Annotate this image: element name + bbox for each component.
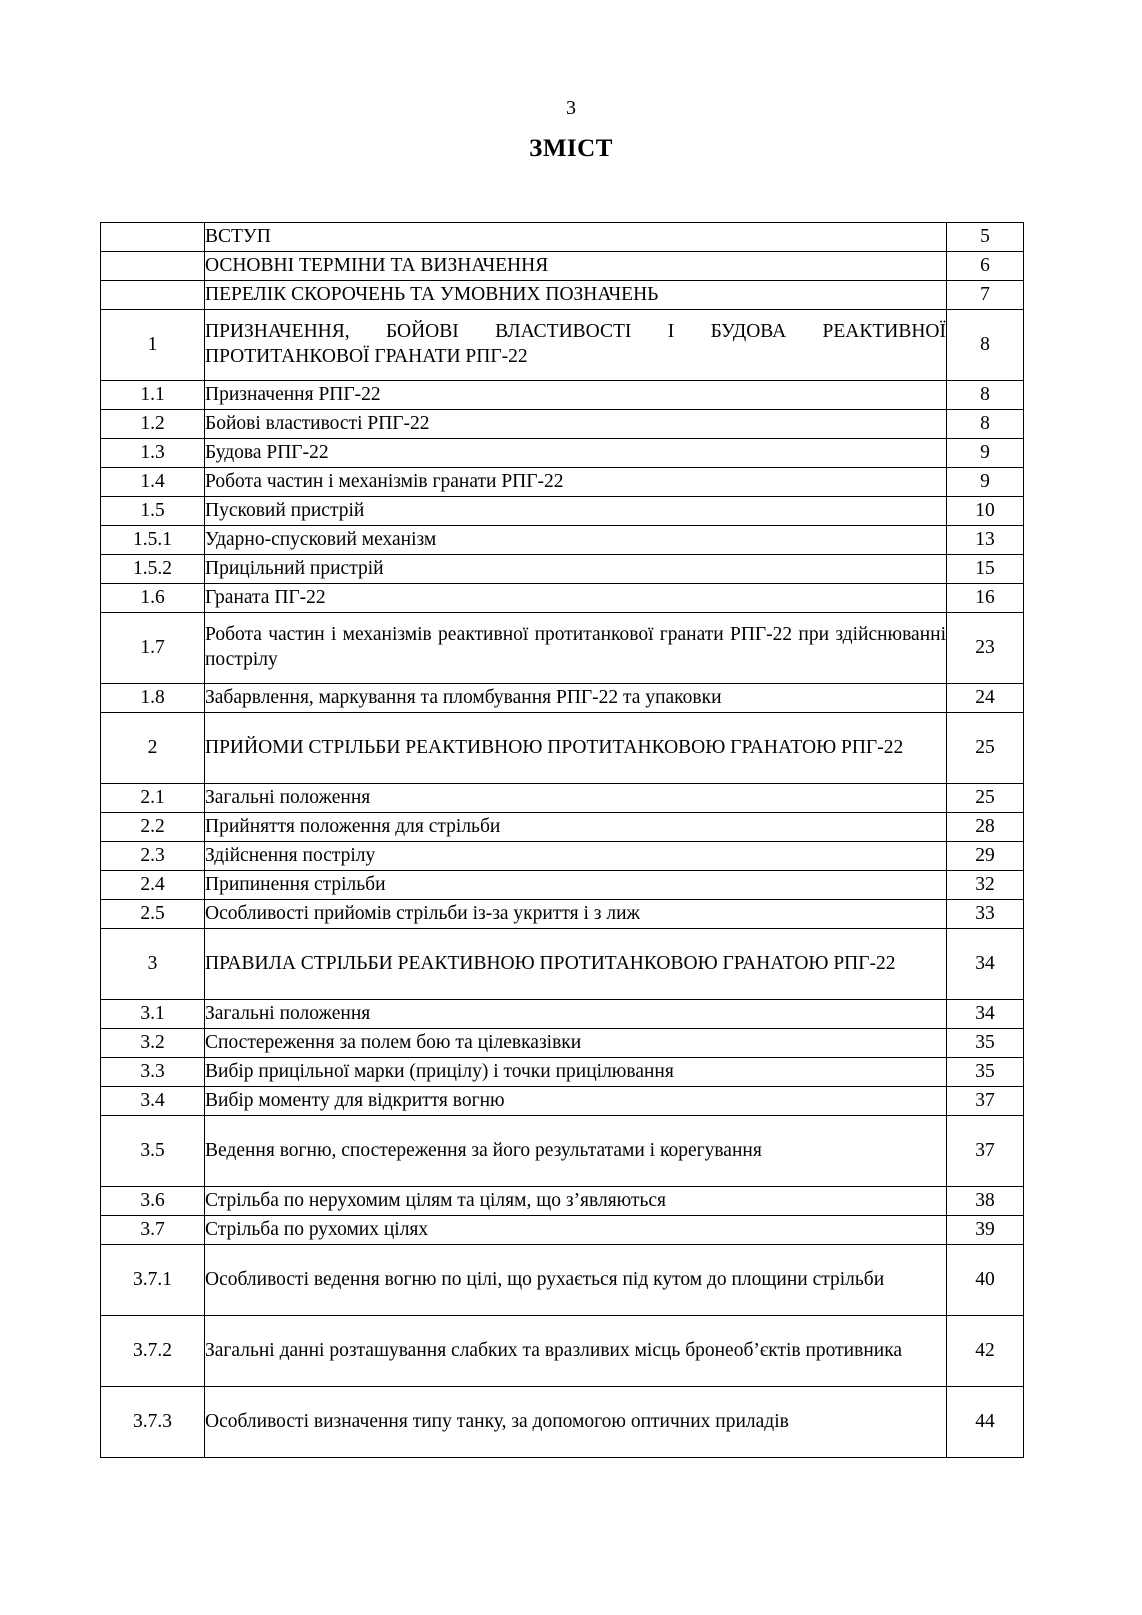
toc-entry-title[interactable]: ОСНОВНІ ТЕРМІНИ ТА ВИЗНАЧЕННЯ	[205, 252, 947, 281]
table-row	[101, 842, 1024, 871]
toc-entry-page: 44	[947, 1387, 1024, 1458]
table-row	[101, 813, 1024, 842]
table-row	[101, 1316, 1024, 1387]
toc-entry-page: 5	[947, 223, 1024, 252]
toc-section-number: 2.4	[101, 871, 205, 900]
page-number: 3	[566, 97, 576, 119]
toc-section-number: 3.7.1	[101, 1245, 205, 1316]
toc-entry-title[interactable]: Вибір моменту для відкриття вогню	[205, 1087, 947, 1116]
table-row	[101, 252, 1024, 281]
toc-entry-page: 9	[947, 439, 1024, 468]
toc-entry-page: 34	[947, 1000, 1024, 1029]
toc-entry-title[interactable]: ВСТУП	[205, 223, 947, 252]
table-of-contents	[100, 222, 1024, 1458]
toc-entry-page: 32	[947, 871, 1024, 900]
toc-entry-page: 13	[947, 526, 1024, 555]
toc-entry-page: 16	[947, 584, 1024, 613]
table-row	[101, 468, 1024, 497]
table-row	[101, 584, 1024, 613]
toc-entry-page: 15	[947, 555, 1024, 584]
toc-entry-title[interactable]: Загальні положення	[205, 784, 947, 813]
table-row	[101, 310, 1024, 381]
toc-entry-title[interactable]: ПРАВИЛА СТРІЛЬБИ РЕАКТИВНОЮ ПРОТИТАНКОВОЮ ГРАНАТОЮ РПГ-22	[205, 929, 947, 1000]
toc-entry-title[interactable]: Припинення стрільби	[205, 871, 947, 900]
toc-entry-title[interactable]: Граната ПГ-22	[205, 584, 947, 613]
toc-entry-page: 37	[947, 1087, 1024, 1116]
table-row	[101, 381, 1024, 410]
toc-section-number	[101, 281, 205, 310]
toc-section-number: 3.7	[101, 1216, 205, 1245]
table-row	[101, 929, 1024, 1000]
toc-entry-title[interactable]: Бойові властивості РПГ-22	[205, 410, 947, 439]
toc-entry-page: 23	[947, 613, 1024, 684]
toc-section-number: 1.5.1	[101, 526, 205, 555]
toc-entry-title[interactable]: Стрільба по нерухомим цілям та цілям, що з’являються	[205, 1187, 947, 1216]
toc-entry-title[interactable]: Ведення вогню, спостереження за його результатами і корегування	[205, 1116, 947, 1187]
toc-entry-page: 38	[947, 1187, 1024, 1216]
toc-section-number: 2.3	[101, 842, 205, 871]
toc-entry-title[interactable]: Вибір прицільної марки (прицілу) і точки прицілювання	[205, 1058, 947, 1087]
toc-section-number: 1.5.2	[101, 555, 205, 584]
toc-section-number: 2.1	[101, 784, 205, 813]
page-title: ЗМІСТ	[529, 135, 613, 162]
toc-section-number: 2.2	[101, 813, 205, 842]
toc-entry-page: 6	[947, 252, 1024, 281]
toc-entry-title[interactable]: ПРИЙОМИ СТРІЛЬБИ РЕАКТИВНОЮ ПРОТИТАНКОВОЮ ГРАНАТОЮ РПГ-22	[205, 713, 947, 784]
toc-section-number: 3.7.3	[101, 1387, 205, 1458]
table-row	[101, 1387, 1024, 1458]
toc-section-number	[101, 252, 205, 281]
toc-entry-page: 33	[947, 900, 1024, 929]
table-row	[101, 684, 1024, 713]
toc-section-number: 1.1	[101, 381, 205, 410]
toc-entry-page: 39	[947, 1216, 1024, 1245]
toc-entry-title[interactable]: Особливості визначення типу танку, за допомогою оптичних приладів	[205, 1387, 947, 1458]
toc-entry-page: 7	[947, 281, 1024, 310]
toc-entry-title[interactable]: Здійснення пострілу	[205, 842, 947, 871]
toc-section-number: 1.2	[101, 410, 205, 439]
toc-entry-page: 8	[947, 410, 1024, 439]
table-row	[101, 713, 1024, 784]
table-row	[101, 1058, 1024, 1087]
toc-section-number: 3.1	[101, 1000, 205, 1029]
table-row	[101, 784, 1024, 813]
table-row	[101, 410, 1024, 439]
toc-entry-page: 37	[947, 1116, 1024, 1187]
table-row	[101, 526, 1024, 555]
table-row	[101, 497, 1024, 526]
table-row	[101, 1245, 1024, 1316]
toc-entry-page: 8	[947, 310, 1024, 381]
table-row	[101, 439, 1024, 468]
table-row	[101, 1116, 1024, 1187]
toc-entry-page: 34	[947, 929, 1024, 1000]
toc-section-number: 1.4	[101, 468, 205, 497]
toc-section-number	[101, 223, 205, 252]
toc-body	[101, 223, 1024, 1458]
table-row	[101, 1187, 1024, 1216]
toc-entry-page: 25	[947, 784, 1024, 813]
toc-entry-title[interactable]: ПРИЗНАЧЕННЯ, БОЙОВІ ВЛАСТИВОСТІ І БУДОВА РЕАКТИВНОЇ ПРОТИТАНКОВОЇ ГРАНАТИ РПГ-22	[205, 310, 947, 381]
toc-entry-title[interactable]: Робота частин і механізмів реактивної протитанкової гранати РПГ-22 при здійснюванні пострілу	[205, 613, 947, 684]
toc-section-number: 3.2	[101, 1029, 205, 1058]
toc-entry-page: 29	[947, 842, 1024, 871]
toc-section-number: 1.8	[101, 684, 205, 713]
toc-section-number: 3.4	[101, 1087, 205, 1116]
toc-section-number: 3.5	[101, 1116, 205, 1187]
toc-section-number: 1.6	[101, 584, 205, 613]
toc-entry-title[interactable]: Призначення РПГ-22	[205, 381, 947, 410]
toc-entry-title[interactable]: ПЕРЕЛІК СКОРОЧЕНЬ ТА УМОВНИХ ПОЗНАЧЕНЬ	[205, 281, 947, 310]
toc-entry-title[interactable]: Робота частин і механізмів гранати РПГ-22	[205, 468, 947, 497]
toc-entry-title[interactable]: Загальні положення	[205, 1000, 947, 1029]
toc-entry-title[interactable]: Пусковий пристрій	[205, 497, 947, 526]
toc-entry-page: 42	[947, 1316, 1024, 1387]
toc-entry-page: 35	[947, 1029, 1024, 1058]
toc-entry-page: 28	[947, 813, 1024, 842]
toc-entry-title[interactable]: Особливості прийомів стрільби із-за укриття і з лиж	[205, 900, 947, 929]
toc-entry-title[interactable]: Прийняття положення для стрільби	[205, 813, 947, 842]
toc-entry-page: 9	[947, 468, 1024, 497]
table-row	[101, 223, 1024, 252]
toc-section-number: 3.7.2	[101, 1316, 205, 1387]
toc-entry-page: 40	[947, 1245, 1024, 1316]
toc-entry-title[interactable]: Стрільба по рухомих цілях	[205, 1216, 947, 1245]
toc-entry-title[interactable]: Забарвлення, маркування та пломбування РПГ-22 та упаковки	[205, 684, 947, 713]
table-row	[101, 900, 1024, 929]
toc-entry-page: 8	[947, 381, 1024, 410]
table-row	[101, 1000, 1024, 1029]
toc-section-number: 1.7	[101, 613, 205, 684]
toc-section-number: 1.5	[101, 497, 205, 526]
toc-section-number: 2	[101, 713, 205, 784]
toc-entry-title[interactable]: Загальні данні розташування слабких та вразливих місць бронеоб’єктів противника	[205, 1316, 947, 1387]
toc-section-number: 1.3	[101, 439, 205, 468]
table-row	[101, 1216, 1024, 1245]
toc-entry-page: 25	[947, 713, 1024, 784]
toc-section-number: 1	[101, 310, 205, 381]
toc-entry-title[interactable]: Прицільний пристрій	[205, 555, 947, 584]
toc-entry-page: 24	[947, 684, 1024, 713]
table-row	[101, 613, 1024, 684]
toc-entry-title[interactable]: Ударно-спусковий механізм	[205, 526, 947, 555]
table-row	[101, 871, 1024, 900]
table-row	[101, 1087, 1024, 1116]
toc-section-number: 3.6	[101, 1187, 205, 1216]
toc-section-number: 3	[101, 929, 205, 1000]
table-row	[101, 555, 1024, 584]
toc-entry-title[interactable]: Спостереження за полем бою та цілевказівки	[205, 1029, 947, 1058]
toc-entry-title[interactable]: Особливості ведення вогню по цілі, що рухається під кутом до площини стрільби	[205, 1245, 947, 1316]
toc-entry-title[interactable]: Будова РПГ-22	[205, 439, 947, 468]
toc-entry-page: 35	[947, 1058, 1024, 1087]
toc-section-number: 2.5	[101, 900, 205, 929]
toc-section-number: 3.3	[101, 1058, 205, 1087]
toc-entry-page: 10	[947, 497, 1024, 526]
table-row	[101, 281, 1024, 310]
table-row	[101, 1029, 1024, 1058]
